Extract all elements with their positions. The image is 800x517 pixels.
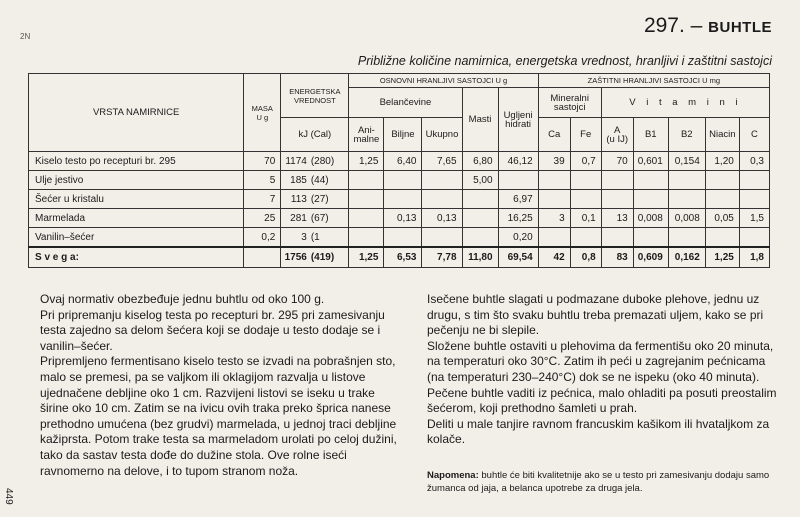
cell-b2: 0,162 [668,247,705,268]
cell-name: Šećer u kristalu [29,190,244,209]
cell-c: 1,8 [739,247,769,268]
cell-total [422,190,462,209]
cell-niacin [705,171,739,190]
cell-animal: 1,25 [349,247,384,268]
cell-fe: 0,8 [570,247,601,268]
cell-carb [498,171,538,190]
cell-carb: 6,97 [498,190,538,209]
header-protective-group: ZAŠTITNI HRANLJIVI SASTOJCI U mg [538,74,769,88]
cell-niacin: 1,20 [705,152,739,171]
cell-cal: (67) [309,209,349,228]
recipe-number: 297. [643,14,685,37]
margin-mark: 2N [20,32,31,41]
cell-b1: 0,609 [633,247,668,268]
cell-mass: 7 [244,190,281,209]
cell-a [601,171,633,190]
header-basic-group: OSNOVNI HRANLJIVI SASTOJCI U g [349,74,538,88]
cell-b1 [633,171,668,190]
paragraph: Ovaj normativ obezbeđuje jednu buhtlu od oko 100 g. [40,292,325,306]
header-vitamins: V i t a m i n i [601,88,769,118]
cell-a: 83 [601,247,633,268]
text-column-left [40,292,398,479]
cell-name: S v e g a: [29,247,244,268]
recipe-title: 297. – BUHTLE [643,14,772,37]
header-b2: B2 [668,118,705,152]
cell-ca: 39 [538,152,570,171]
cell-animal [349,209,384,228]
cell-mass: 25 [244,209,281,228]
cell-mass: 0,2 [244,228,281,248]
cell-carb: 69,54 [498,247,538,268]
table-row [29,152,770,171]
paragraph: Deliti u male tanjire ravnom francuskim kašikom ili hvataljkom za kolače. [427,416,770,447]
recipe-name: BUHTLE [708,19,772,36]
cell-a [601,190,633,209]
cell-cal: (1 [309,228,349,248]
cell-b2 [668,171,705,190]
cell-cal: (280) [309,152,349,171]
header-fe: Fe [570,118,601,152]
cell-c [739,171,769,190]
cell-plant: 0,13 [384,209,422,228]
header-ca: Ca [538,118,570,152]
cell-kj: 281 [281,209,309,228]
cell-total [422,171,462,190]
note-label: Napomena: [427,470,479,481]
cell-niacin [705,228,739,248]
cell-mass [244,247,281,268]
cell-b2 [668,228,705,248]
cell-fe [570,228,601,248]
cell-b2 [668,190,705,209]
table-total-row [29,247,770,268]
cell-b1 [633,190,668,209]
cell-niacin: 0,05 [705,209,739,228]
table-row [29,209,770,228]
table-row [29,228,770,248]
cell-mass: 5 [244,171,281,190]
cell-ca: 42 [538,247,570,268]
cell-kj: 1756 [281,247,309,268]
cell-kj: 3 [281,228,309,248]
cell-a [601,228,633,248]
cell-b2: 0,008 [668,209,705,228]
table-body [29,152,770,268]
header-mass: MASA U g [244,74,281,152]
cell-niacin: 1,25 [705,247,739,268]
cell-animal: 1,25 [349,152,384,171]
cell-plant: 6,40 [384,152,422,171]
cell-fat [462,228,498,248]
cell-niacin [705,190,739,209]
note-text: buhtle će biti kvalitetnije ako se u testo pri zamesivanju dodaju samo žumanca od jaja, a belanca upotrebe za druga jela. [427,470,770,494]
cell-animal [349,228,384,248]
header-a: A (u IJ) [601,118,633,152]
nutrition-table [28,73,770,268]
paragraph: Pri pripremanju kiselog testa po recepturi br. 295 pri zamesivanju testa zajedno sa delom šećera koji se dodaje u testo dodaje se i vanilin–šećer. [40,307,385,353]
cell-b1: 0,008 [633,209,668,228]
header-animal: Ani- malne [349,118,384,152]
cell-plant: 6,53 [384,247,422,268]
cell-cal: (44) [309,171,349,190]
header-energy-unit: kJ (Cal) [281,118,349,152]
cell-carb: 16,25 [498,209,538,228]
cell-fat: 5,00 [462,171,498,190]
cell-cal: (419) [309,247,349,268]
header-c: C [739,118,769,152]
header-carbs: Ugljeni hidrati [498,88,538,152]
paragraph: Isečene buhtle slagati u podmazane duboke plehove, jednu uz drugu, s tim što svaku buhtlu treba premazati uljem, kako se pri pečenju ne bi slepile. [427,292,764,338]
cell-carb: 46,12 [498,152,538,171]
cell-b2: 0,154 [668,152,705,171]
note [427,470,782,495]
cell-c [739,190,769,209]
recipe-subtitle: Približne količine namirnica, energetska vrednost, hranljivi i zaštitni sastojci [357,54,772,68]
header-item: VRSTA NAMIRNICE [29,74,244,152]
paragraph: Pripremljeno fermentisano kiselo testo se izvadi na pobrašnjen sto, malo se premesi, pa se valjkom ili oklagijom razvalja u listove ujednačene debljine oko 1 cm. Razvijeni listovi se iseku u trake širine oko 10 cm. Zatim se na ivicu ovih traka preko šprica nanese prethodno umućena (bez grudvi) marmelada, u jednoj traci debljine kažiprsta. Potom trake testa sa marmeladom urolati po celoj dužini, tako da sastav testa dođe do dužine stola. Ove rolne iseći ravnomerno na delove, i to tupom stranom noža. [40,354,397,478]
cell-a: 13 [601,209,633,228]
header-total-protein: Ukupno [422,118,462,152]
cell-total: 7,65 [422,152,462,171]
header-proteins: Belančevine [349,88,462,118]
cell-c: 0,3 [739,152,769,171]
cell-c [739,228,769,248]
cell-a: 70 [601,152,633,171]
cell-fe [570,190,601,209]
cell-cal: (27) [309,190,349,209]
header-niacin: Niacin [705,118,739,152]
paragraph: Složene buhtle ostaviti u plehovima da fermentišu oko 20 minuta, na temperaturi oko 30°C. Zatim ih peći u zagrejanim pećnicama (na temperaturi 230–240°C) dok se ne ispeku (oko 40 minuta). Pečene buhtle vaditi iz pećnica, malo ohladiti pa posuti preostalim šećerom, koji prethodno šamleti u prah. [427,338,777,416]
cell-ca [538,171,570,190]
cell-plant [384,228,422,248]
cell-fe: 0,1 [570,209,601,228]
cell-ca [538,190,570,209]
cell-name: Kiselo testo po recepturi br. 295 [29,152,244,171]
cell-animal [349,190,384,209]
cell-kj: 1174 [281,152,309,171]
cell-fe [570,171,601,190]
header-b1: B1 [633,118,668,152]
cell-name: Ulje jestivo [29,171,244,190]
page-number: 449 [3,488,14,505]
cell-b1 [633,228,668,248]
cell-ca [538,228,570,248]
header-plant: Biljne [384,118,422,152]
table-row [29,190,770,209]
cell-carb: 0,20 [498,228,538,248]
cell-total [422,228,462,248]
cell-c: 1,5 [739,209,769,228]
cell-mass: 70 [244,152,281,171]
cell-animal [349,171,384,190]
table-row [29,171,770,190]
cell-total: 0,13 [422,209,462,228]
cell-plant [384,190,422,209]
header-minerals: Mineralni sastojci [538,88,601,118]
cell-b1: 0,601 [633,152,668,171]
cell-kj: 113 [281,190,309,209]
cell-total: 7,78 [422,247,462,268]
cell-fat: 6,80 [462,152,498,171]
cell-name: Marmelada [29,209,244,228]
cell-ca: 3 [538,209,570,228]
text-column-right [427,292,777,448]
cell-fat [462,209,498,228]
cell-kj: 185 [281,171,309,190]
cell-plant [384,171,422,190]
header-fats: Masti [462,88,498,152]
cell-fat [462,190,498,209]
header-energy: ENERGETSKA VREDNOST [281,74,349,118]
cell-name: Vanilin–šećer [29,228,244,248]
cell-fat: 11,80 [462,247,498,268]
cell-fe: 0,7 [570,152,601,171]
